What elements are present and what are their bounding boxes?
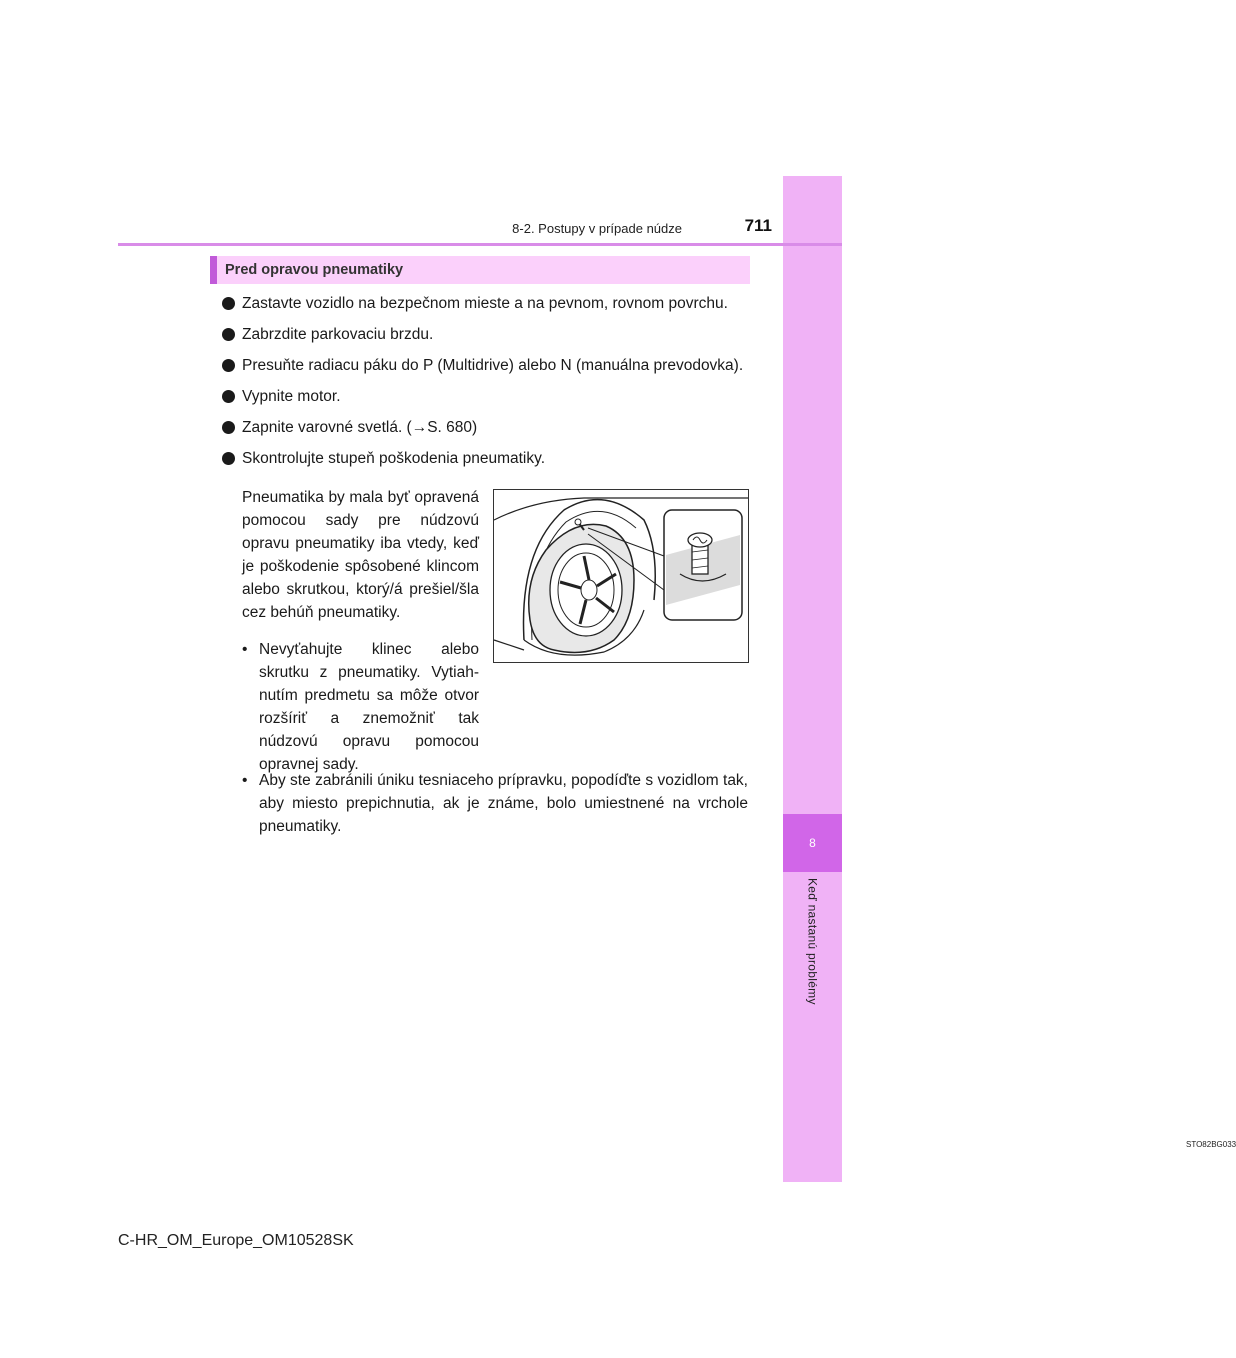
chapter-number: 8 [809,836,816,850]
list-item-text: Vypnite motor. [242,388,341,405]
sub-list-item [242,769,748,838]
list-item [222,447,748,470]
sub-bullet-icon: • [242,772,248,789]
flat-tire-with-screw-icon [494,490,748,662]
chapter-number-tab [783,814,842,872]
chapter-title: Keď nastanú problémy [805,878,820,1005]
checklist [222,292,748,478]
sub-list-item-text: Nevyťahujte klinec alebo skrutku z pneumatiky. Vytiahnutím predmetu sa môže otvor rozšíriť a znemožniť tak núdzovú opravu pomocou opravnej sady. [259,641,479,773]
bullet-dot-icon [222,390,235,403]
damage-paragraph: Pneumatika by mala byť opravená pomocou sady pre núdzovú opravu pneumatiky iba vtedy, keď je poškodenie spôsobené klincom alebo skrutkou, ktorý/á prešiel/šla cez behúň pneumatiky. [242,489,479,621]
list-item [222,385,748,408]
figure-code: STO82BG033 [1186,1140,1236,1149]
list-item [222,323,748,346]
list-item-text: Presuňte radiacu páku do P (Multidrive) alebo N (manuálna prevodovka). [242,357,744,374]
list-item-text: Zabrzdite parkovaciu brzdu. [242,326,434,343]
chapter-title-tab [783,878,842,1058]
bullet-dot-icon [222,328,235,341]
sub-list-item [242,638,479,776]
list-item-text: Skontrolujte stupeň poškodenia pneumatiky. [242,450,546,467]
bullet-dot-icon [222,421,235,434]
list-item-text: Zastavte vozidlo na bezpečnom mieste a na pevnom, rovnom povrchu. [242,295,728,312]
header-divider [118,243,842,246]
sub-bullet-icon: • [242,641,248,658]
list-item [222,416,748,439]
bullet-dot-icon [222,452,235,465]
list-item [222,354,748,377]
list-item-text: Zapnite varovné svetlá. (→S. 680) [242,419,478,436]
bullet-dot-icon [222,297,235,310]
sub-list-item-text: Aby ste zabránili úniku tesniaceho prípravku, popodíďte s vozidlom tak, aby miesto prepichnutia, ak je známe, bolo umiestnené na vrchole pneumatiky. [259,772,748,835]
bullet-dot-icon [222,359,235,372]
header-section-title: 8-2. Postupy v prípade núdze [512,221,682,236]
page-number: 711 [744,216,772,235]
list-item [222,292,748,315]
section-heading [210,256,750,284]
footer-document-id: C-HR_OM_Europe_OM10528SK [118,1232,354,1249]
section-heading-text: Pred opravou pneumatiky [225,262,404,278]
